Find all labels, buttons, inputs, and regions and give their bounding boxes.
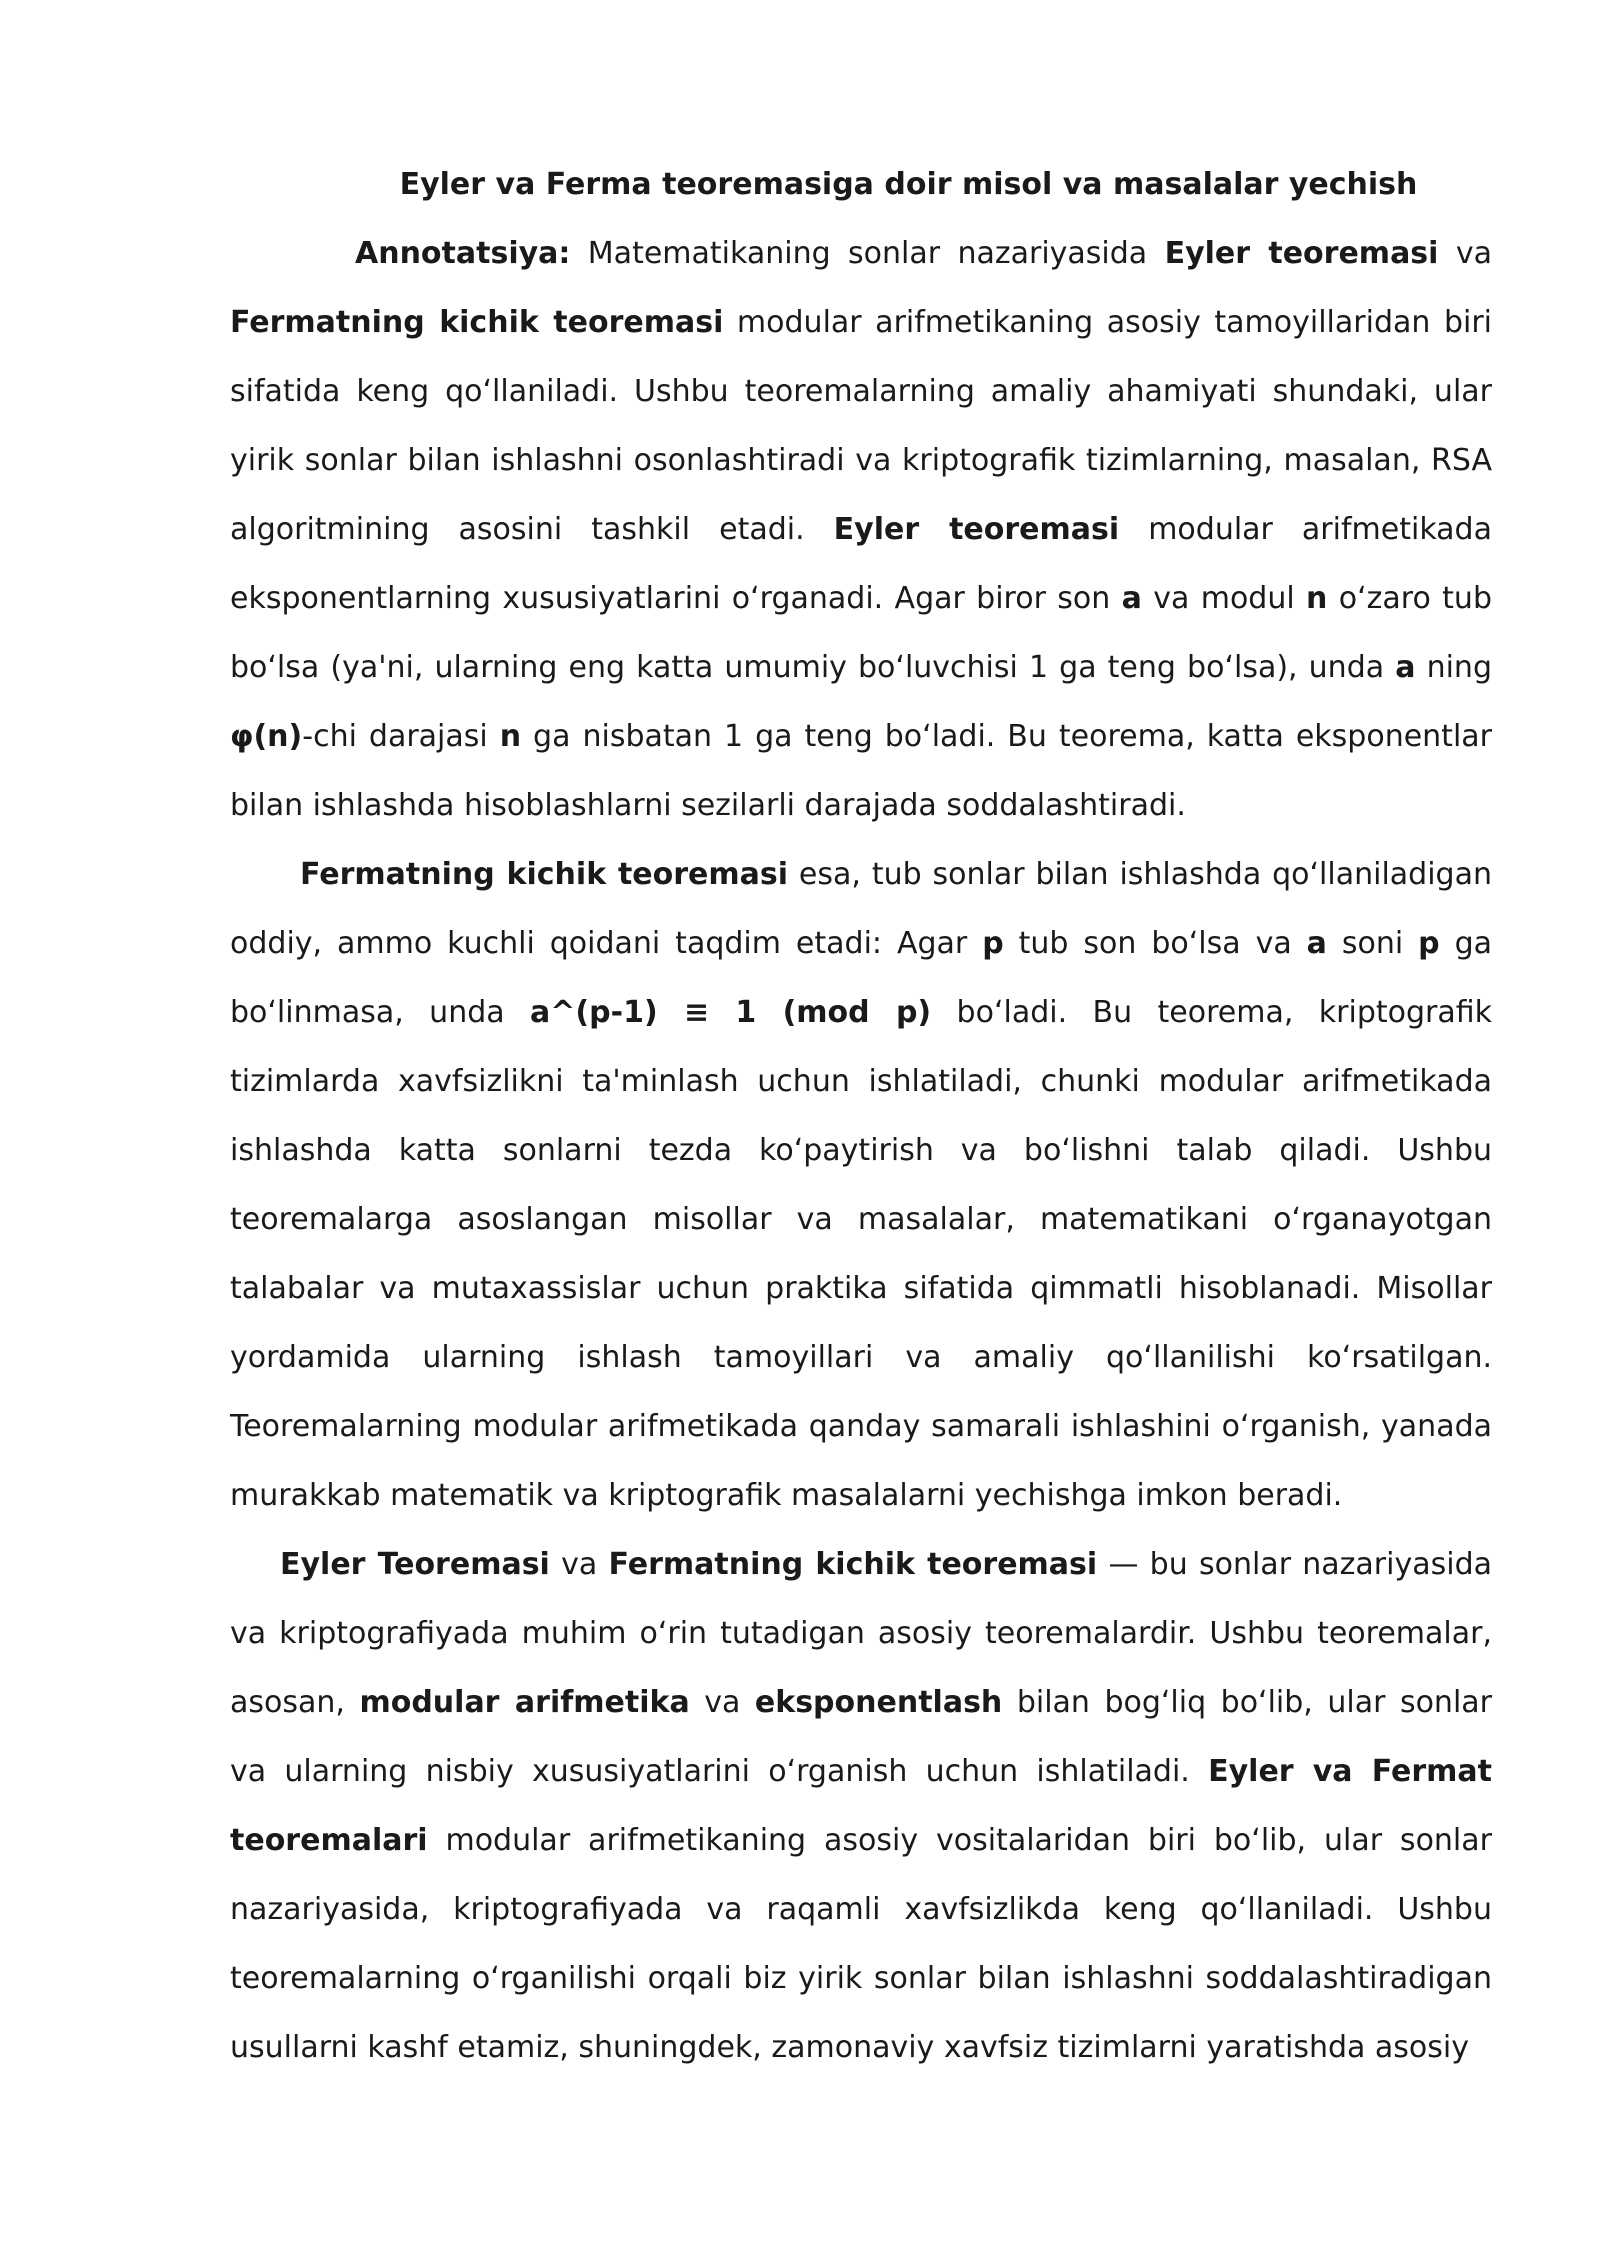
text-run: ga boʻlinmasa, unda: [230, 926, 1493, 1030]
text-run: -chi darajasi: [302, 719, 500, 754]
paragraph-euler-fermat: [230, 1530, 1492, 2082]
bold-term: a: [1306, 926, 1327, 961]
document-page: [230, 150, 1492, 2082]
bold-term: Fermatning kichik teoremasi: [608, 1547, 1098, 1582]
bold-term: p: [1418, 926, 1440, 961]
bold-term: Eyler Teoremasi: [280, 1547, 550, 1582]
text-run: va: [689, 1685, 755, 1720]
bold-term: a^(p-1) ≡ 1 (mod p): [530, 995, 932, 1030]
bold-term: Fermatning kichik teoremasi: [300, 857, 789, 892]
bold-term: Annotatsiya:: [355, 236, 571, 271]
text-run: — bu sonlar nazariyasida va kriptografiyada muhim oʻrin tutadigan asosiy teoremalardir. Ushbu teoremalar, asosan,: [230, 1547, 1492, 1720]
text-run: Matematikaning sonlar nazariyasida: [570, 236, 1165, 271]
text-run: boʻladi. Bu teorema, kriptografik tizimlarda xavfsizlikni ta'minlash uchun ishlatiladi, chunki modular arifmetikada ishlashda katta sonlarni tezda koʻpaytirish va boʻlishni talab qiladi. Ushbu teoremalarga asoslangan misollar va masalalar, matematikani oʻrganayotgan talabalar va mutaxassislar uchun praktika sifatida qimmatli hisoblanadi. Misollar yordamida ularning ishlash tamoyillari va amaliy qoʻllanilishi koʻrsatilgan. Teoremalarning modular arifmetikada qanday samarali ishlashini oʻrganish, yanada murakkab matematik va kriptografik masalalarni yechishga imkon beradi.: [230, 995, 1493, 1513]
bold-term: Eyler teoremasi: [1164, 236, 1439, 271]
text-run: va modul: [1141, 581, 1307, 616]
text-run: ga nisbatan 1 ga teng boʻladi. Bu teorema, katta eksponentlar bilan ishlashda hisoblashlarni sezilarli darajada soddalashtiradi.: [230, 719, 1492, 823]
bold-term: Fermatning kichik teoremasi: [230, 305, 724, 340]
paragraph-annotation: [230, 219, 1492, 840]
bold-term: Eyler va Fermat teoremalari: [230, 1754, 1492, 1858]
bold-term: p: [982, 926, 1004, 961]
text-run: ning: [1415, 650, 1492, 685]
text-run: bilan bogʻliq boʻlib, ular sonlar va ularning nisbiy xususiyatlarini oʻrganish uchun ishlatiladi.: [230, 1685, 1492, 1789]
text-run: modular arifmetikada eksponentlarning xususiyatlarini oʻrganadi. Agar biror son: [230, 512, 1492, 616]
bold-term: n: [1306, 581, 1328, 616]
bold-term: n: [499, 719, 522, 754]
bold-term: a: [1121, 581, 1142, 616]
bold-term: eksponentlash: [754, 1685, 1003, 1720]
text-run: va: [549, 1547, 609, 1582]
text-run: oʻzaro tub boʻlsa (ya'ni, ularning eng katta umumiy boʻluvchisi 1 ga teng boʻlsa), unda: [230, 581, 1492, 685]
bold-term: a: [1395, 650, 1416, 685]
paragraph-fermat: [230, 840, 1492, 1530]
text-run: va: [1438, 236, 1492, 271]
text-run: modular arifmetikaning asosiy vositalaridan biri boʻlib, ular sonlar nazariyasida, kriptografiyada va raqamli xavfsizlikda keng qoʻllaniladi. Ushbu teoremalarning oʻrganilishi orqali biz yirik sonlar bilan ishlashni soddalashtiradigan usullarni kashf etamiz, shuningdek, zamonaviy xavfsiz tizimlarni yaratishda asosiy: [230, 1823, 1492, 2065]
bold-term: φ(n): [230, 719, 303, 754]
text-run: modular arifmetikaning asosiy tamoyillaridan biri sifatida keng qoʻllaniladi. Ushbu teoremalarning amaliy ahamiyati shundaki, ular yirik sonlar bilan ishlashni osonlashtiradi va kriptografik tizimlarning, masalan, RSA algoritmining asosini tashkil etadi.: [230, 305, 1492, 547]
text-run: esa, tub sonlar bilan ishlashda qoʻllaniladigan oddiy, ammo kuchli qoidani taqdim etadi: Agar: [230, 857, 1492, 961]
document-title: Eyler va Ferma teoremasiga doir misol va masalalar yechish: [399, 167, 1418, 202]
bold-term: Eyler teoremasi: [833, 512, 1120, 547]
bold-term: modular arifmetika: [359, 1685, 690, 1720]
text-run: soni: [1326, 926, 1419, 961]
text-run: tub son boʻlsa va: [1003, 926, 1307, 961]
